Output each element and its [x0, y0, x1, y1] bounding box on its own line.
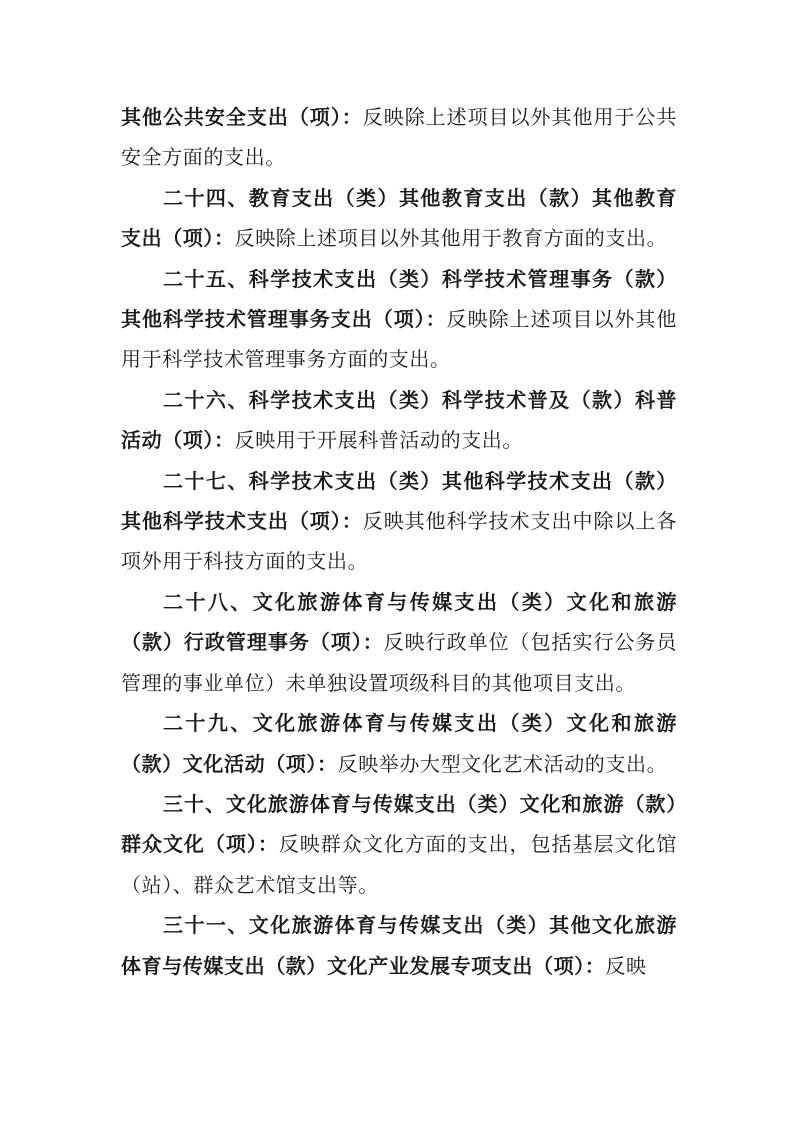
- paragraph-heading: 二十八、文化旅游体育与传媒支出（类）文化和旅游（款）行政管理事务（项）：: [121, 589, 677, 655]
- paragraph-heading: 三十、文化旅游体育与传媒支出（类）文化和旅游（款）群众文化（项）：: [121, 791, 677, 857]
- paragraph-25-science-management: [121, 259, 677, 380]
- paragraph-heading: 三十一、文化旅游体育与传媒支出（类）其他文化旅游体育与传媒支出（款）文化产业发展专项支出（项）：: [121, 913, 677, 978]
- paragraph-text: 反映其他科学技术支出中除以上各项外用于科技方面的支出。: [121, 509, 678, 574]
- paragraph-text: 反映除上述项目以外其他用于科学技术管理事务方面的支出。: [121, 307, 677, 372]
- paragraph-text: 反映除上述项目以外其他用于公共安全方面的支出。: [121, 105, 678, 170]
- paragraph-heading: 二十六、科学技术支出（类）科学技术普及（款）科普活动（项）：: [121, 387, 677, 453]
- paragraph-text: 反映群众文化方面的支出，包括基层文化馆（站）、群众艺术馆支出等。: [121, 832, 677, 897]
- paragraph-text: 反映除上述项目以外其他用于教育方面的支出。: [234, 226, 668, 251]
- paragraph-text: 反映行政单位（包括实行公务员管理的事业单位）未单独设置项级科目的其他项目支出。: [121, 630, 677, 695]
- paragraph-28-culture-admin: [121, 582, 677, 703]
- document-body: [121, 97, 677, 986]
- paragraph-24-education: [121, 178, 677, 259]
- paragraph-other-public-security: [121, 97, 677, 178]
- paragraph-29-culture-activities: [121, 703, 677, 784]
- paragraph-heading: 其他公共安全支出（项）：: [121, 105, 363, 129]
- paragraph-heading: 二十四、教育支出（类）其他教育支出（款）其他教育支出（项）：: [121, 185, 677, 251]
- paragraph-heading: 二十九、文化旅游体育与传媒支出（类）文化和旅游（款）文化活动（项）：: [121, 711, 677, 776]
- paragraph-27-other-science: [121, 461, 677, 582]
- paragraph-26-science-popularization: [121, 380, 677, 461]
- paragraph-text: 反映: [605, 953, 647, 978]
- paragraph-heading: 二十七、科学技术支出（类）其他科学技术支出（款）其他科学技术支出（项）：: [121, 468, 677, 534]
- paragraph-31-culture-industry: [121, 905, 677, 986]
- paragraph-text: 反映举办大型文化艺术活动的支出。: [337, 751, 668, 776]
- paragraph-30-mass-culture: [121, 784, 677, 905]
- paragraph-text: 反映用于开展科普活动的支出。: [234, 428, 524, 453]
- paragraph-heading: 二十五、科学技术支出（类）科学技术管理事务（款）其他科学技术管理事务支出（项）：: [121, 266, 677, 332]
